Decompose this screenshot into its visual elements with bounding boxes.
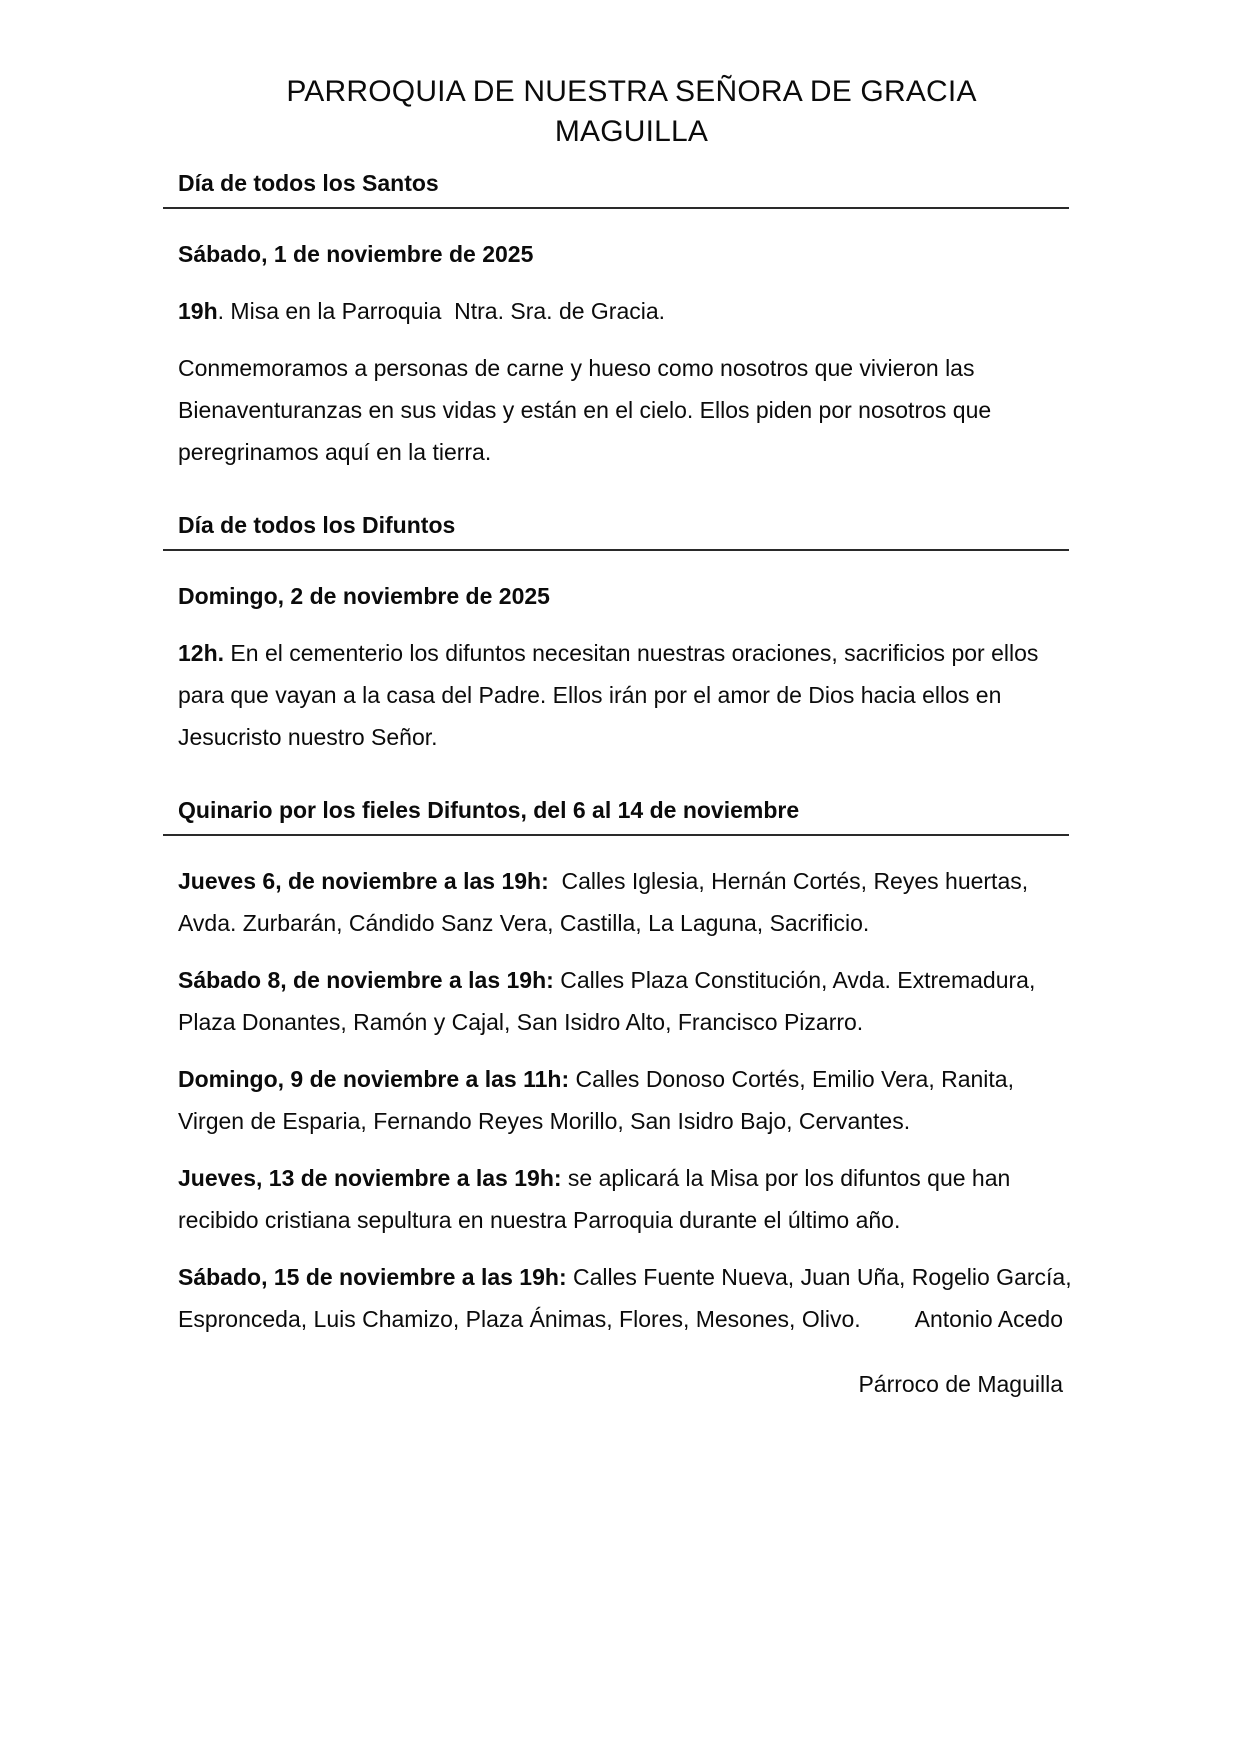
document-title — [178, 72, 1085, 152]
date-paragraph — [178, 575, 1085, 617]
paragraph-text: Calles Iglesia, Hernán Cortés, Reyes huertas, Avda. Zurbarán, Cándido Sanz Vera, Castilla, La Laguna, Sacrificio. — [178, 868, 1034, 936]
paragraph-text: . Misa en la Parroquia Ntra. Sra. de Gracia. — [217, 298, 666, 324]
paragraph-lead: Sábado, 15 de noviembre a las 19h: — [178, 1264, 567, 1290]
paragraph-lead: 12h. — [178, 640, 225, 666]
section-dia-de-todos-los-santos — [178, 168, 1085, 473]
signature-name: Antonio Acedo — [914, 1306, 1063, 1332]
quinario-day-paragraph — [178, 1157, 1085, 1241]
paragraph-text: Calles Donoso Cortés, Emilio Vera, Ranita, Virgen de Esparia, Fernando Reyes Morillo, San Isidro Bajo, Cervantes. — [178, 1066, 1021, 1134]
section-heading: Día de todos los Difuntos — [163, 510, 1069, 551]
section-dia-de-todos-los-difuntos — [178, 510, 1085, 758]
section-quinario — [178, 795, 1085, 1340]
paragraph-text: En el cementerio los difuntos necesitan nuestras oraciones, sacrificios por ellos para que vayan a la casa del Padre. Ellos irán por el amor de Dios hacia ellos en Jesucristo nuestro Señor. — [178, 640, 1045, 750]
quinario-day-paragraph — [178, 1058, 1085, 1142]
paragraph-lead: Sábado, 1 de noviembre de 2025 — [178, 241, 534, 267]
paragraph-lead: 19h — [178, 298, 218, 324]
date-paragraph — [178, 233, 1085, 275]
town-title-line: MAGUILLA — [554, 115, 709, 148]
cemetery-paragraph — [178, 632, 1085, 758]
paragraph-text: se aplicará la Misa por los difuntos que han recibido cristiana sepultura en nuestra Parroquia durante el último año. — [178, 1165, 1017, 1233]
quinario-day-paragraph — [178, 959, 1085, 1043]
parish-title-line: PARROQUIA DE NUESTRA SEÑORA DE GRACIA — [286, 75, 977, 108]
paragraph-lead: Domingo, 2 de noviembre de 2025 — [178, 583, 550, 609]
quinario-day-paragraph — [178, 1256, 1085, 1340]
paragraph-text: Calles Plaza Constitución, Avda. Extremadura, Plaza Donantes, Ramón y Cajal, San Isidro Alto, Francisco Pizarro. — [178, 967, 1042, 1035]
quinario-day-paragraph — [178, 860, 1085, 944]
paragraph-text: Conmemoramos a personas de carne y hueso como nosotros que vivieron las Bienaventuranzas en sus vidas y están en el cielo. Ellos piden por nosotros que peregrinamos aquí en la tierra. — [178, 355, 998, 465]
document-header — [178, 72, 1085, 152]
section-heading: Día de todos los Santos — [163, 168, 1069, 209]
paragraph-lead: Domingo, 9 de noviembre a las 11h: — [178, 1066, 570, 1092]
paragraph-lead: Jueves 6, de noviembre a las 19h: — [178, 868, 549, 894]
mass-time-paragraph — [178, 290, 1085, 332]
signature-role: Párroco de Maguilla — [858, 1371, 1063, 1397]
paragraph-lead: Sábado 8, de noviembre a las 19h: — [178, 967, 554, 993]
body-paragraph — [178, 347, 1085, 473]
section-heading: Quinario por los fieles Difuntos, del 6 al 14 de noviembre — [163, 795, 1069, 836]
paragraph-lead: Jueves, 13 de noviembre a las 19h: — [178, 1165, 562, 1191]
paragraph-text: Calles Fuente Nueva, Juan Uña, Rogelio García, Espronceda, Luis Chamizo, Plaza Ánimas, Flores, Mesones, Olivo. — [178, 1264, 1078, 1332]
